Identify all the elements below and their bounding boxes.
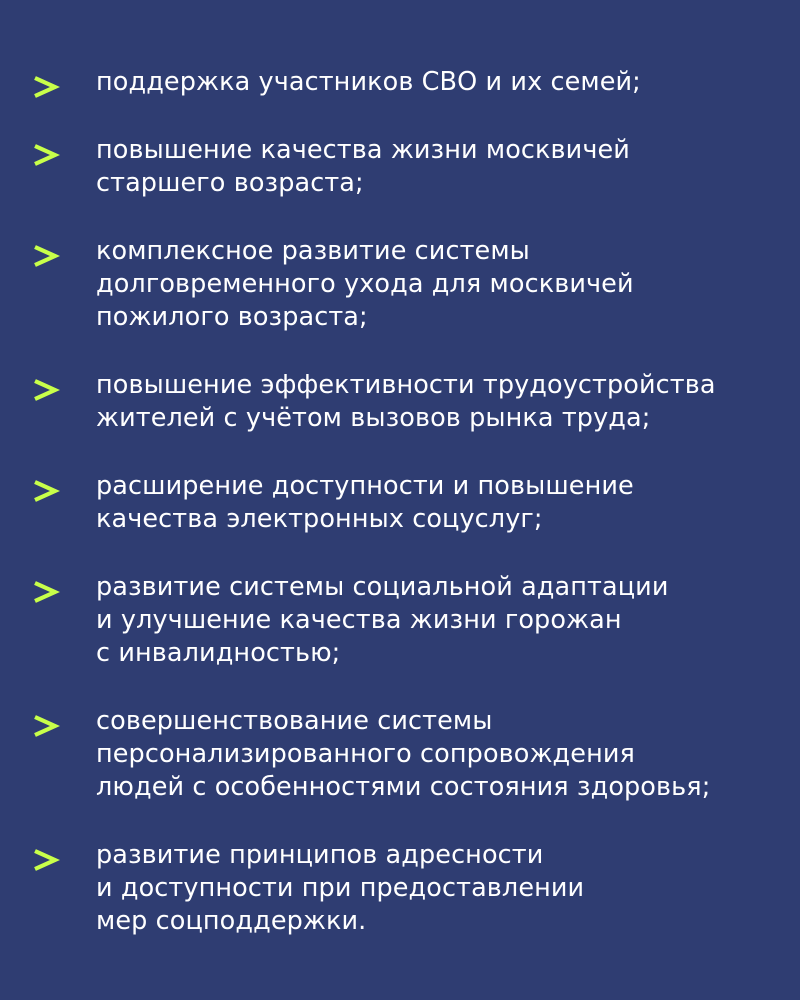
chevron-right-icon xyxy=(30,244,60,268)
list-item-text: развитие системы социальной адаптации и улучшение качества жизни горожан с инвалидностью; xyxy=(96,572,669,668)
list-item xyxy=(0,470,800,536)
list-item-text: совершенствование системы персонализированного сопровождения людей с особенностями состояния здоровья; xyxy=(96,706,711,802)
chevron-right-icon xyxy=(30,580,60,604)
list-item-text: комплексное развитие системы долговременного ухода для москвичей пожилого возраста; xyxy=(96,236,634,332)
list-item xyxy=(0,134,800,200)
list-item xyxy=(0,705,800,804)
chevron-right-icon xyxy=(30,75,60,99)
list-item xyxy=(0,235,800,334)
list-item xyxy=(0,571,800,670)
list-item xyxy=(0,839,800,938)
chevron-right-icon xyxy=(30,848,60,872)
chevron-right-icon xyxy=(30,714,60,738)
list-item-text: повышение качества жизни москвичей старшего возраста; xyxy=(96,135,630,198)
list-item xyxy=(0,369,800,435)
list-item-text: повышение эффективности трудоустройства жителей с учётом вызовов рынка труда; xyxy=(96,370,716,433)
chevron-right-icon xyxy=(30,143,60,167)
chevron-right-icon xyxy=(30,378,60,402)
list-item-text: поддержка участников СВО и их семей; xyxy=(96,67,641,97)
priorities-list xyxy=(0,66,800,938)
list-item-text: развитие принципов адресности и доступности при предоставлении мер соцподдержки. xyxy=(96,840,585,936)
chevron-right-icon xyxy=(30,479,60,503)
list-item-text: расширение доступности и повышение качества электронных соцуслуг; xyxy=(96,471,634,534)
list-item xyxy=(0,66,800,99)
